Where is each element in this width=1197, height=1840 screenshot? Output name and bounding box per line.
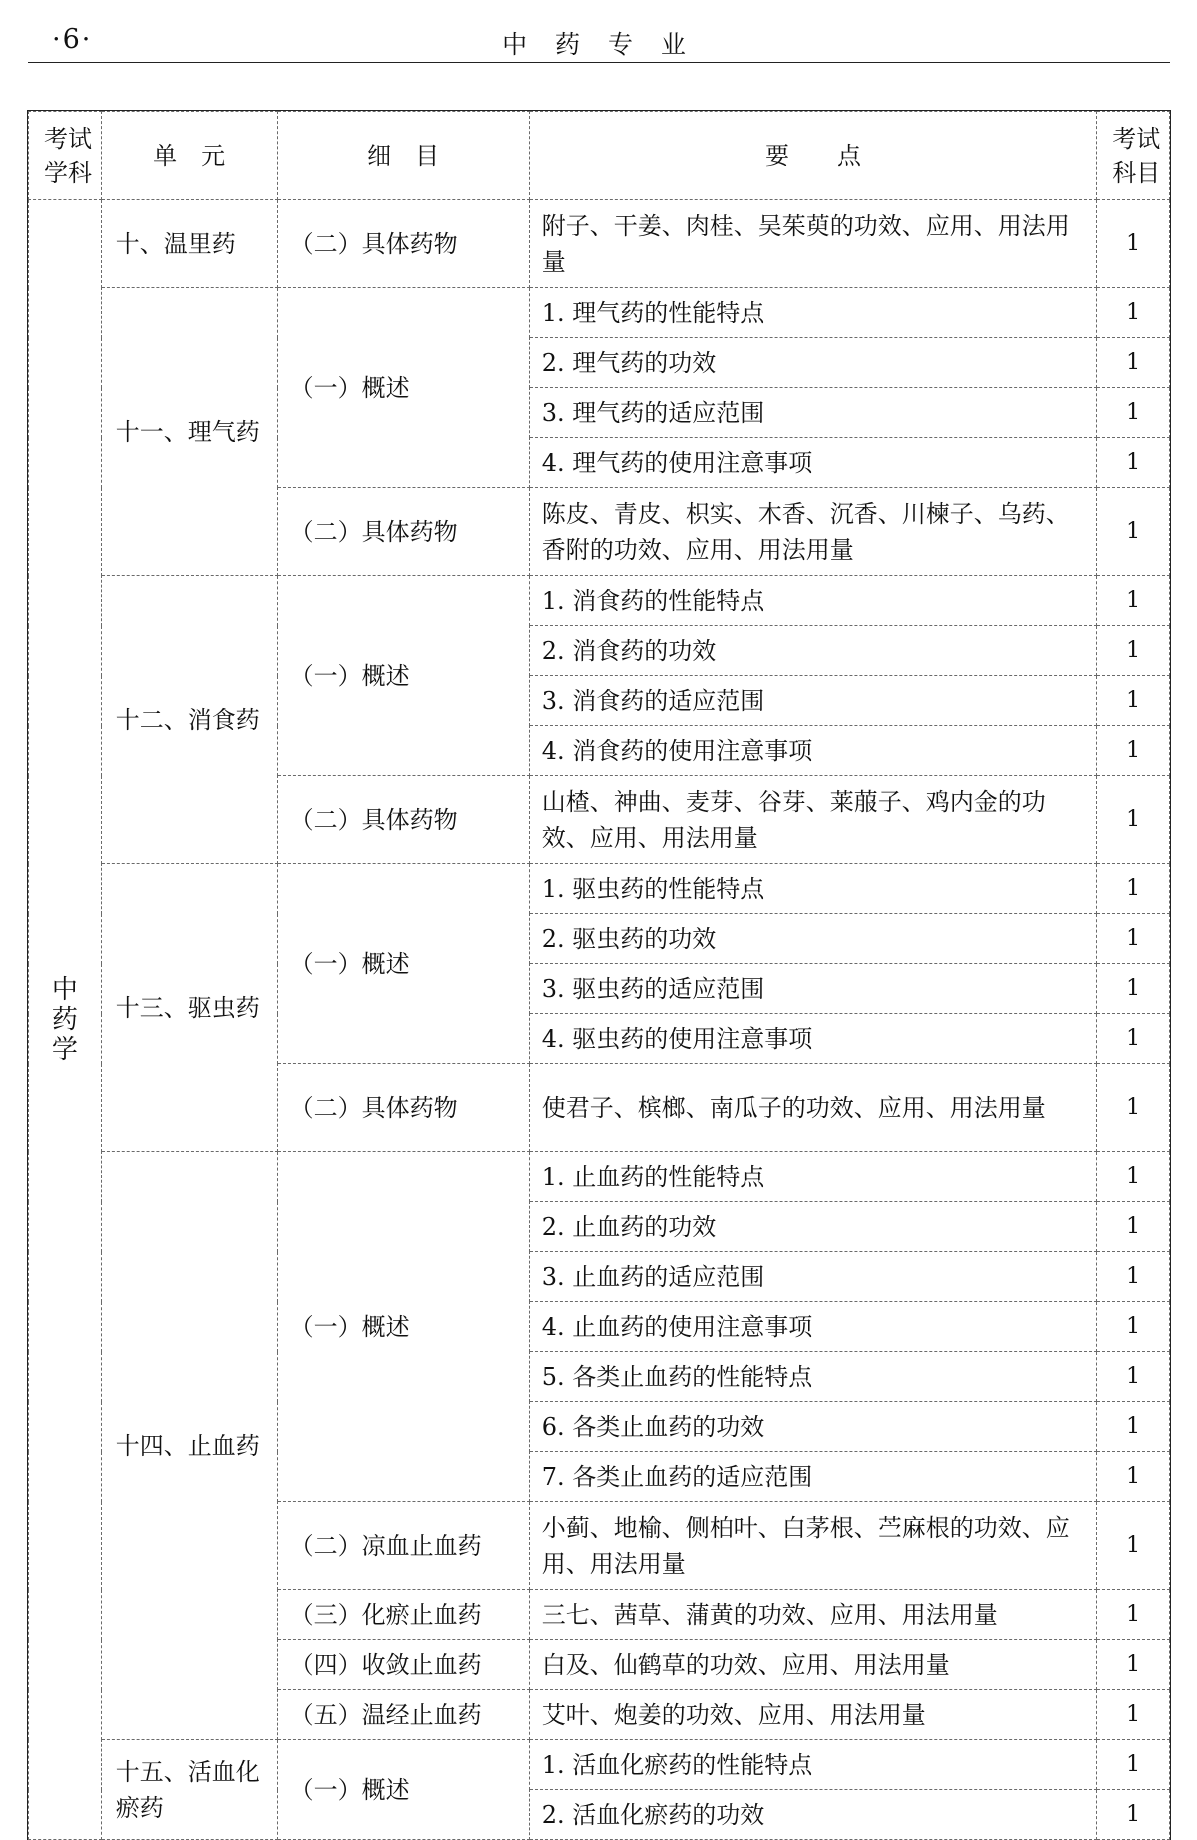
unit-cell: 十一、理气药 <box>101 288 277 576</box>
point-cell: 3. 驱虫药的适应范围 <box>529 964 1097 1014</box>
level-cell: 1 <box>1097 1352 1170 1402</box>
column-header-level: 考试科目 <box>1097 112 1170 200</box>
page-number: ·6· <box>52 24 93 55</box>
point-cell: 2. 驱虫药的功效 <box>529 914 1097 964</box>
level-cell: 1 <box>1097 776 1170 864</box>
point-cell: 4. 驱虫药的使用注意事项 <box>529 1014 1097 1064</box>
point-cell: 3. 消食药的适应范围 <box>529 676 1097 726</box>
point-cell: 1. 理气药的性能特点 <box>529 288 1097 338</box>
point-cell: 2. 理气药的功效 <box>529 338 1097 388</box>
level-cell: 1 <box>1097 200 1170 288</box>
subject-label: 中药学 <box>51 974 78 1065</box>
point-cell: 陈皮、青皮、枳实、木香、沉香、川楝子、乌药、香附的功效、应用、用法用量 <box>529 488 1097 576</box>
level-cell: 1 <box>1097 1064 1170 1152</box>
point-cell: 使君子、槟榔、南瓜子的功效、应用、用法用量 <box>529 1064 1097 1152</box>
unit-cell: 十三、驱虫药 <box>101 864 277 1152</box>
item-cell: （四）收敛止血药 <box>277 1640 529 1690</box>
level-cell: 1 <box>1097 1402 1170 1452</box>
table-header-row <box>29 112 1170 200</box>
point-cell: 6. 各类止血药的功效 <box>529 1402 1097 1452</box>
level-cell: 1 <box>1097 1252 1170 1302</box>
item-cell: （二）具体药物 <box>277 776 529 864</box>
table-row <box>29 1740 1170 1790</box>
level-cell: 1 <box>1097 914 1170 964</box>
level-cell: 1 <box>1097 626 1170 676</box>
level-cell: 1 <box>1097 288 1170 338</box>
item-cell: （二）具体药物 <box>277 488 529 576</box>
level-cell: 1 <box>1097 1640 1170 1690</box>
point-cell: 7. 各类止血药的适应范围 <box>529 1452 1097 1502</box>
point-cell: 4. 消食药的使用注意事项 <box>529 726 1097 776</box>
point-cell: 3. 止血药的适应范围 <box>529 1252 1097 1302</box>
level-cell: 1 <box>1097 1152 1170 1202</box>
point-cell: 2. 消食药的功效 <box>529 626 1097 676</box>
item-cell: （二）凉血止血药 <box>277 1502 529 1590</box>
level-cell: 1 <box>1097 576 1170 626</box>
point-cell: 1. 止血药的性能特点 <box>529 1152 1097 1202</box>
item-cell: （二）具体药物 <box>277 1064 529 1152</box>
level-cell: 1 <box>1097 1740 1170 1790</box>
level-cell: 1 <box>1097 1590 1170 1640</box>
syllabus-table <box>28 111 1170 1840</box>
level-cell: 1 <box>1097 1790 1170 1840</box>
point-cell: 山楂、神曲、麦芽、谷芽、莱菔子、鸡内金的功效、应用、用法用量 <box>529 776 1097 864</box>
point-cell: 2. 活血化瘀药的功效 <box>529 1790 1097 1840</box>
point-cell: 白及、仙鹤草的功效、应用、用法用量 <box>529 1640 1097 1690</box>
table-row <box>29 200 1170 288</box>
level-cell: 1 <box>1097 1302 1170 1352</box>
item-cell: （二）具体药物 <box>277 200 529 288</box>
item-cell: （三）化瘀止血药 <box>277 1590 529 1640</box>
point-cell: 1. 消食药的性能特点 <box>529 576 1097 626</box>
level-cell: 1 <box>1097 676 1170 726</box>
item-cell: （一）概述 <box>277 576 529 776</box>
column-header-unit: 单 元 <box>101 112 277 200</box>
point-cell: 艾叶、炮姜的功效、应用、用法用量 <box>529 1690 1097 1740</box>
level-cell: 1 <box>1097 1690 1170 1740</box>
level-cell: 1 <box>1097 1202 1170 1252</box>
point-cell: 三七、茜草、蒲黄的功效、应用、用法用量 <box>529 1590 1097 1640</box>
level-cell: 1 <box>1097 964 1170 1014</box>
table-row <box>29 864 1170 914</box>
unit-cell: 十、温里药 <box>101 200 277 288</box>
point-cell: 3. 理气药的适应范围 <box>529 388 1097 438</box>
item-cell: （五）温经止血药 <box>277 1690 529 1740</box>
item-cell: （一）概述 <box>277 1740 529 1840</box>
point-cell: 小蓟、地榆、侧柏叶、白茅根、苎麻根的功效、应用、用法用量 <box>529 1502 1097 1590</box>
level-cell: 1 <box>1097 864 1170 914</box>
table-body <box>29 200 1170 1840</box>
point-cell: 1. 驱虫药的性能特点 <box>529 864 1097 914</box>
subject-cell <box>29 200 102 1840</box>
item-cell: （一）概述 <box>277 288 529 488</box>
unit-cell: 十五、活血化瘀药 <box>101 1740 277 1840</box>
level-cell: 1 <box>1097 726 1170 776</box>
point-cell: 附子、干姜、肉桂、吴茱萸的功效、应用、用法用量 <box>529 200 1097 288</box>
level-cell: 1 <box>1097 1452 1170 1502</box>
point-cell: 2. 止血药的功效 <box>529 1202 1097 1252</box>
level-cell: 1 <box>1097 1014 1170 1064</box>
column-header-item: 细 目 <box>277 112 529 200</box>
level-cell: 1 <box>1097 388 1170 438</box>
table-row <box>29 288 1170 338</box>
unit-cell: 十四、止血药 <box>101 1152 277 1740</box>
point-cell: 4. 理气药的使用注意事项 <box>529 438 1097 488</box>
column-header-point: 要 点 <box>529 112 1097 200</box>
unit-cell: 十二、消食药 <box>101 576 277 864</box>
point-cell: 4. 止血药的使用注意事项 <box>529 1302 1097 1352</box>
point-cell: 1. 活血化瘀药的性能特点 <box>529 1740 1097 1790</box>
point-cell: 5. 各类止血药的性能特点 <box>529 1352 1097 1402</box>
item-cell: （一）概述 <box>277 1152 529 1502</box>
level-cell: 1 <box>1097 438 1170 488</box>
item-cell: （一）概述 <box>277 864 529 1064</box>
table-row <box>29 576 1170 626</box>
level-cell: 1 <box>1097 488 1170 576</box>
level-cell: 1 <box>1097 338 1170 388</box>
column-header-subject: 考试学科 <box>29 112 102 200</box>
level-cell: 1 <box>1097 1502 1170 1590</box>
table-row <box>29 1152 1170 1202</box>
page-title: 中 药 专 业 <box>502 30 696 59</box>
page-header <box>28 22 1170 63</box>
